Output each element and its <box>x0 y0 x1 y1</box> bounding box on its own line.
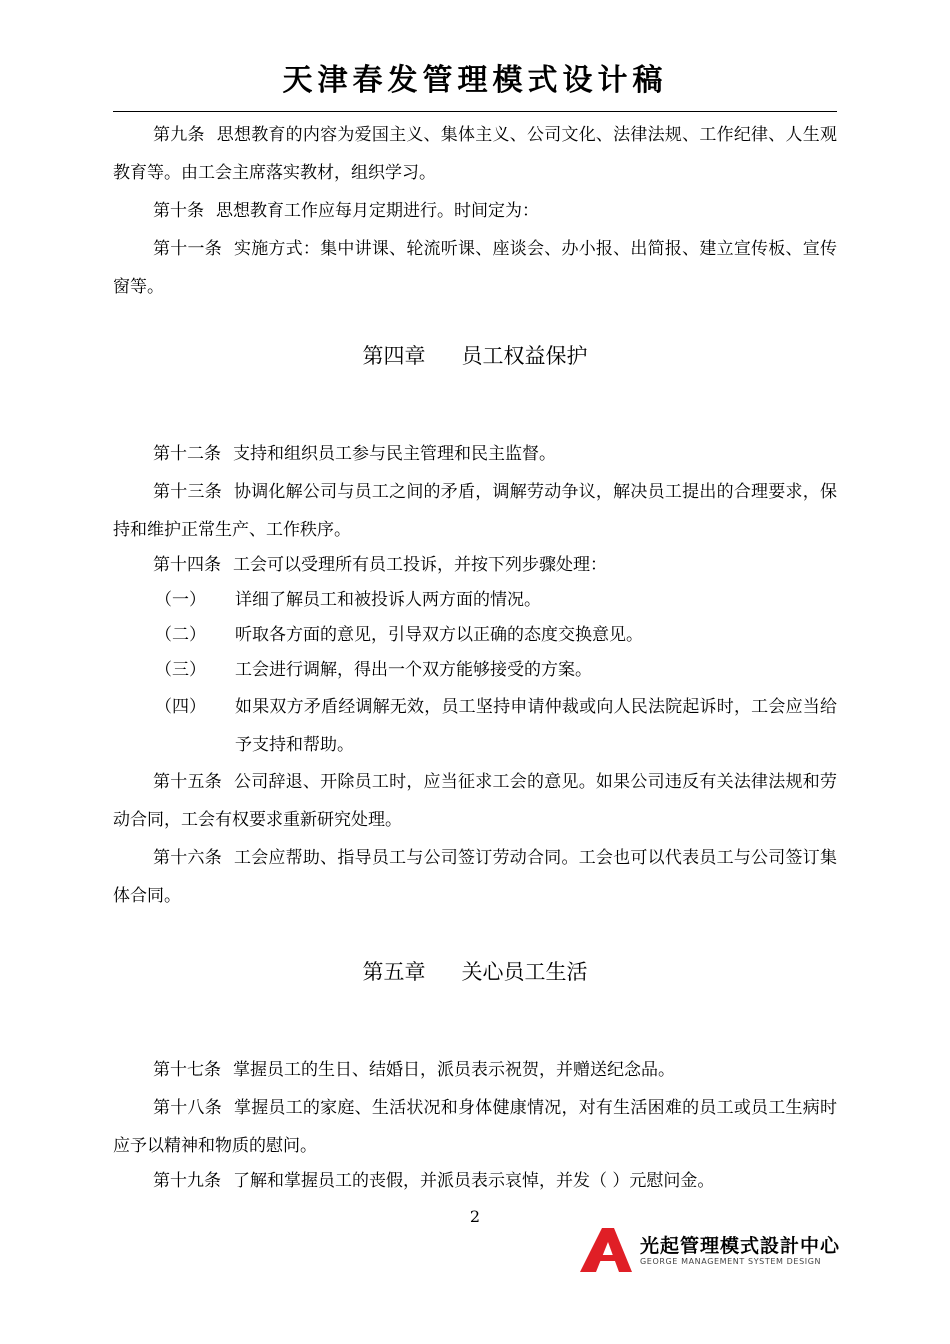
article-text: 实施方式：集中讲课、轮流听课、座谈会、办小报、出简报、建立宣传板、宣传窗等。 <box>113 239 838 297</box>
article-label: 第十二条 <box>153 444 221 464</box>
step-number: （三） <box>155 660 206 680</box>
step-number: （一） <box>155 590 206 610</box>
article-text: 工会可以受理所有员工投诉，并按下列步骤处理： <box>233 555 607 575</box>
article-12 <box>113 435 837 473</box>
article-text: 公司辞退、开除员工时，应当征求工会的意见。如果公司违反有关法律法规和劳动合同，工会有权要求重新研究处理。 <box>113 772 838 830</box>
article-label: 第十条 <box>153 201 204 221</box>
company-logo <box>578 1228 840 1272</box>
article-label: 第十七条 <box>153 1060 221 1080</box>
step-4 <box>155 688 837 764</box>
chapter-title: 员工权益保护 <box>461 344 588 368</box>
header-divider <box>113 111 837 112</box>
article-label: 第九条 <box>153 125 205 145</box>
article-text: 工会应帮助、指导员工与公司签订劳动合同。工会也可以代表员工与公司签订集体合同。 <box>113 848 838 906</box>
article-label: 第十六条 <box>153 848 222 868</box>
article-17 <box>113 1051 837 1089</box>
logo-chinese-name: 光起管理模式設計中心 <box>640 1235 841 1257</box>
article-13 <box>113 473 837 549</box>
step-3 <box>155 651 837 689</box>
chapter-4-heading <box>0 340 950 370</box>
page-number: 2 <box>469 1207 481 1226</box>
chapter-title: 关心员工生活 <box>461 960 588 984</box>
article-text: 掌握员工的家庭、生活状况和身体健康情况，对有生活困难的员工或员工生病时应予以精神和物质的慰问。 <box>113 1098 838 1156</box>
article-text: 掌握员工的生日、结婚日，派员表示祝贺，并赠送纪念品。 <box>233 1060 675 1080</box>
step-1 <box>155 581 837 619</box>
article-text: 思想教育的内容为爱国主义、集体主义、公司文化、法律法规、工作纪律、人生观教育等。由工会主席落实教材，组织学习。 <box>113 125 838 183</box>
article-14 <box>113 546 837 584</box>
step-text: 详细了解员工和被投诉人两方面的情况。 <box>235 590 541 610</box>
article-text: 协调化解公司与员工之间的矛盾，调解劳动争议，解决员工提出的合理要求，保持和维护正常生产、工作秩序。 <box>113 482 838 540</box>
article-label: 第十三条 <box>153 482 222 502</box>
step-text: 如果双方矛盾经调解无效，员工坚持申请仲裁或向人民法院起诉时，工会应当给予支持和帮助。 <box>235 697 837 755</box>
article-label: 第十一条 <box>153 239 222 259</box>
article-19 <box>113 1162 837 1200</box>
article-16 <box>113 839 837 915</box>
document-header-title: 天津春发管理模式设计稿 <box>282 63 668 98</box>
step-2 <box>155 616 837 654</box>
logo-english-name: GEORGE MANAGEMENT SYSTEM DESIGN <box>640 1257 822 1266</box>
article-11 <box>113 230 837 306</box>
chapter-number: 第四章 <box>362 344 426 368</box>
step-text: 听取各方面的意见，引导双方以正确的态度交换意见。 <box>235 625 643 645</box>
chapter-number: 第五章 <box>362 960 426 984</box>
article-text: 支持和组织员工参与民主管理和民主监督。 <box>233 444 556 464</box>
logo-a-mark-icon <box>578 1228 634 1272</box>
article-label: 第十八条 <box>153 1098 222 1118</box>
article-15 <box>113 763 837 839</box>
chapter-5-heading <box>0 956 950 986</box>
step-number: （四） <box>155 697 206 717</box>
article-18 <box>113 1089 837 1165</box>
article-text: 思想教育工作应每月定期进行。时间定为： <box>216 201 539 221</box>
article-label: 第十四条 <box>153 555 221 575</box>
step-text: 工会进行调解，得出一个双方能够接受的方案。 <box>235 660 592 680</box>
step-number: （二） <box>155 625 206 645</box>
article-10 <box>113 192 837 230</box>
article-9 <box>113 116 837 192</box>
article-label: 第十九条 <box>153 1171 221 1191</box>
article-label: 第十五条 <box>153 772 222 792</box>
article-text: 了解和掌握员工的丧假，并派员表示哀悼，并发（ ）元慰问金。 <box>233 1171 715 1191</box>
